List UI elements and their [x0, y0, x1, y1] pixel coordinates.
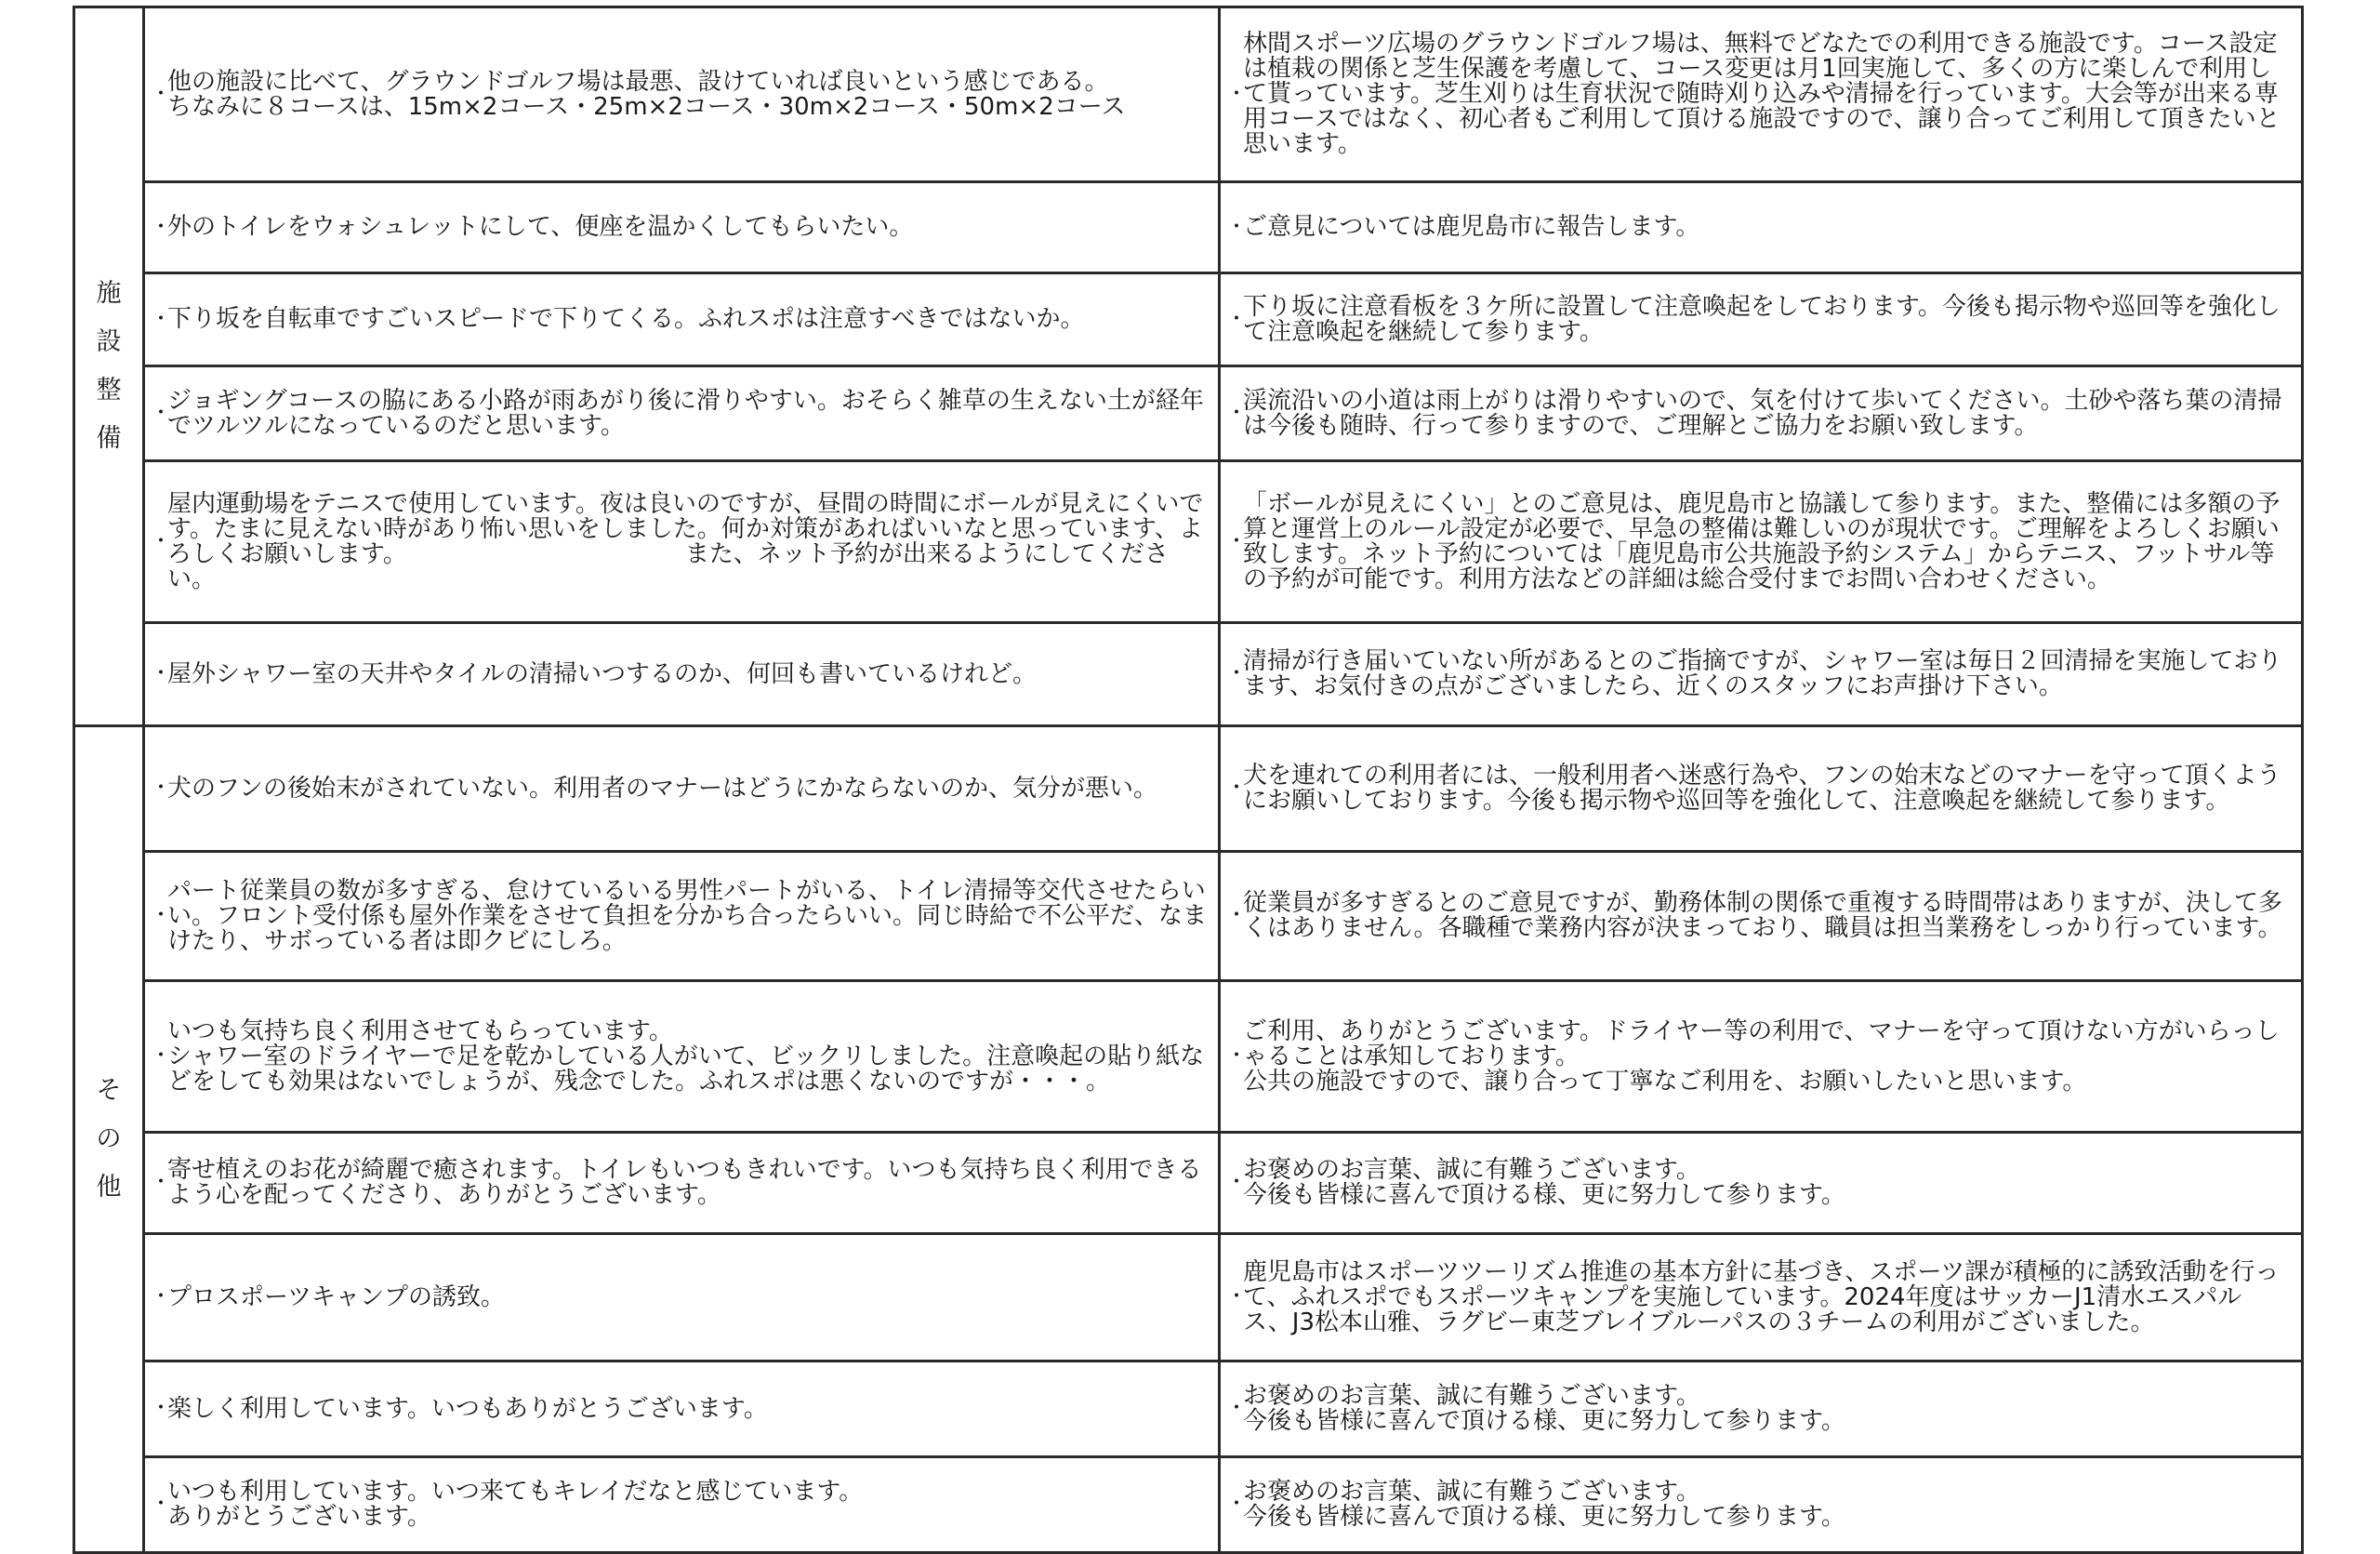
table-row	[74, 273, 2303, 366]
table-row	[74, 461, 2303, 623]
table-row	[74, 623, 2303, 726]
category-facility	[74, 7, 144, 726]
table-row	[74, 726, 2303, 852]
response-text: お褒めのお言葉、誠に有難うございます。 今後も皆様に喜んで頂ける様、更に努力して参ります。	[1243, 1478, 1845, 1531]
opinion-cell	[144, 7, 1220, 182]
response-cell	[1220, 981, 2303, 1133]
opinion-cell	[144, 1133, 1220, 1234]
response-cell	[1220, 852, 2303, 981]
table-row	[74, 1133, 2303, 1234]
bullet-mark: ・	[151, 1044, 172, 1068]
response-text: ご利用、ありがとうございます。ドライヤー等の利用で、マナーを守って頂けない方がいらっしゃることは承知しております。 公共の施設ですので、譲り合って丁寧なご利用を、お願いしたいと思います。	[1243, 1016, 2280, 1096]
table-row	[74, 1234, 2303, 1361]
bullet-mark: ・	[1226, 82, 1248, 106]
response-cell	[1220, 1457, 2303, 1553]
bullet-mark: ・	[151, 662, 172, 685]
opinion-cell	[144, 182, 1220, 273]
response-cell	[1220, 273, 2303, 366]
opinion-text: いつも気持ち良く利用させてもらっています。 シャワー室のドライヤーで足を乾かしている人がいて、ビックリしました。注意喚起の貼り紙などをしても効果はないでしょうが、残念でした。ふれスポは悪くないのですが・・・。	[167, 1016, 1205, 1096]
opinion-cell	[144, 1234, 1220, 1361]
response-text: 犬を連れての利用者には、一般利用者へ迷惑行為や、フンの始末などのマナーを守って頂くようにお願いしております。今後も掲示物や巡回等を強化して、注意喚起を継続して参ります。	[1243, 762, 2281, 815]
bullet-mark: ・	[1226, 1285, 1248, 1308]
opinion-cell	[144, 1361, 1220, 1457]
response-text: お褒めのお言葉、誠に有難うございます。 今後も皆様に喜んで頂ける様、更に努力して参ります。	[1243, 1382, 1845, 1435]
table-row	[74, 1457, 2303, 1553]
category-char: 施	[96, 279, 122, 308]
response-text: お褒めのお言葉、誠に有難うございます。 今後も皆様に喜んで頂ける様、更に努力して参ります。	[1243, 1156, 1845, 1209]
bullet-mark: ・	[151, 1285, 172, 1308]
bullet-mark: ・	[1226, 215, 1248, 239]
category-char: 他	[96, 1173, 122, 1202]
bullet-mark: ・	[1226, 1171, 1248, 1194]
opinion-text: 他の施設に比べて、グラウンドゴルフ場は最悪、設けていれば良いという感じである。 ちなみに８コースは、15m×2コース・25m×2コース・30m×2コース・50m×2コース	[167, 67, 1126, 121]
category-other	[74, 726, 144, 1553]
response-cell	[1220, 461, 2303, 623]
feedback-sheet	[73, 6, 2298, 1554]
response-text: 清掃が行き届いていない所があるとのご指摘ですが、シャワー室は毎日２回清掃を実施しております、お気付きの点がございましたら、近くのスタッフにお声掛け下さい。	[1243, 647, 2282, 700]
response-text: 従業員が多すぎるとのご意見ですが、勤務体制の関係で重複する時間帯はありますが、決して多くはありません。各職種で業務内容が決まっており、職員は担当業務をしっかり行っています。	[1243, 889, 2283, 942]
bullet-mark: ・	[1226, 1397, 1248, 1420]
response-cell	[1220, 623, 2303, 726]
opinion-text: 下り坂を自転車ですごいスピードで下りてくる。ふれスポは注意すべきではないか。	[167, 305, 1085, 333]
bullet-mark: ・	[1226, 1493, 1248, 1516]
bullet-mark: ・	[151, 401, 172, 425]
table-row	[74, 981, 2303, 1133]
table-row	[74, 182, 2303, 273]
category-char: 設	[96, 327, 122, 356]
table-row	[74, 366, 2303, 461]
opinion-text: 外のトイレをウォシュレットにして、便座を温かくしてもらいたい。	[167, 213, 914, 241]
bullet-mark: ・	[151, 82, 172, 106]
opinion-text: 寄せ植えのお花が綺麗で癒されます。トイレもいつもきれいです。いつも気持ち良く利用できるよう心を配ってくださり、ありがとうございます。	[167, 1156, 1202, 1209]
opinion-text: ジョギングコースの脇にある小路が雨あがり後に滑りやすい。おそらく雑草の生えない土が経年でツルツルになっているのだと思います。	[167, 386, 1204, 440]
bullet-mark: ・	[1226, 662, 1248, 685]
response-cell	[1220, 1361, 2303, 1457]
response-text: 下り坂に注意看板を３ケ所に設置して注意喚起をしております。今後も掲示物や巡回等を強化して注意喚起を継続して参ります。	[1243, 292, 2281, 346]
opinion-text: いつも利用しています。いつ来てもキレイだなと感じています。 ありがとうございます。	[167, 1478, 864, 1531]
opinion-text: 犬のフンの後始末がされていない。利用者のマナーはどうにかならないのか、気分が悪い。	[167, 774, 1157, 803]
table-row	[74, 1361, 2303, 1457]
response-cell	[1220, 1133, 2303, 1234]
bullet-mark: ・	[1226, 307, 1248, 331]
response-cell	[1220, 182, 2303, 273]
opinion-cell	[144, 726, 1220, 852]
bullet-mark: ・	[151, 904, 172, 927]
category-char: そ	[96, 1076, 122, 1105]
opinion-cell	[144, 366, 1220, 461]
opinion-cell	[144, 852, 1220, 981]
bullet-mark: ・	[1226, 401, 1248, 425]
response-text: 林間スポーツ広場のグラウンドゴルフ場は、無料でどなたでの利用できる施設です。コース設定は植栽の関係と芝生保護を考慮して、コース変更は月1回実施して、多くの方に楽しんで利用して貰っています。芝生刈りは生育状況で随時刈り込みや清掃を行っています。大会等が出来る専用コースではなく、初心者もご利用して頂ける施設ですので、譲り合ってご利用して頂きたいと思います。	[1243, 30, 2281, 158]
category-char: 整	[96, 376, 122, 405]
response-text: ご意見については鹿児島市に報告します。	[1243, 213, 1700, 241]
opinion-cell	[144, 623, 1220, 726]
opinion-text: 屋外シャワー室の天井やタイルの清掃いつするのか、何回も書いているけれど。	[167, 659, 1037, 688]
response-cell	[1220, 7, 2303, 182]
bullet-mark: ・	[1226, 529, 1248, 553]
response-text: 鹿児島市はスポーツツーリズム推進の基本方針に基づき、スポーツ課が積極的に誘致活動を行って、ふれスポでもスポーツキャンプを実施しています。2024年度はサッカーJ1清水エスパルス、J3松本山雅、ラグビー東芝ブレイブルーパスの３チームの利用がございました。	[1243, 1257, 2280, 1336]
feedback-table	[73, 6, 2304, 1554]
response-cell	[1220, 366, 2303, 461]
bullet-mark: ・	[1226, 904, 1248, 927]
table-row	[74, 852, 2303, 981]
opinion-cell	[144, 1457, 1220, 1553]
response-text: 渓流沿いの小道は雨上がりは滑りやすいので、気を付けて歩いてください。土砂や落ち葉の清掃は今後も随時、行って参りますので、ご理解とご協力をお願い致します。	[1243, 386, 2282, 440]
bullet-mark: ・	[151, 1397, 172, 1420]
opinion-cell	[144, 981, 1220, 1133]
bullet-mark: ・	[1226, 1044, 1248, 1068]
bullet-mark: ・	[151, 215, 172, 239]
category-char: 備	[96, 424, 122, 453]
response-cell	[1220, 726, 2303, 852]
bullet-mark: ・	[151, 777, 172, 800]
category-char: の	[96, 1124, 122, 1153]
bullet-mark: ・	[151, 307, 172, 331]
opinion-text: パート従業員の数が多すぎる、怠けているいる男性パートがいる、トイレ清掃等交代させたらいい。フロント受付係も屋外作業をさせて負担を分かち合ったらいい。同じ時給で不公平だ、なまけたり、サボっている者は即クビにしろ。	[167, 876, 1208, 955]
bullet-mark: ・	[151, 1493, 172, 1516]
bullet-mark: ・	[151, 529, 172, 553]
bullet-mark: ・	[151, 1171, 172, 1194]
table-row	[74, 7, 2303, 182]
opinion-text: 屋内運動場をテニスで使用しています。夜は良いのですが、昼間の時間にボールが見えにくいです。たまに見えない時があり怖い思いをしました。何か対策があればいいなと思っています、よろしくお願いします。 また、ネット予約が出来るようにしてください。	[167, 489, 1204, 593]
response-text: 「ボールが見えにくい」とのご意見は、鹿児島市と協議して参ります。また、整備には多額の予算と運営上のルール設定が必要で、早急の整備は難しいのが現状です。ご理解をよろしくお願い致します。ネット予約については「鹿児島市公共施設予約システム」からテニス、フットサル等の予約が可能です。利用方法などの詳細は総合受付までお問い合わせください。	[1243, 489, 2281, 593]
opinion-text: プロスポーツキャンプの誘致。	[167, 1282, 505, 1311]
opinion-cell	[144, 461, 1220, 623]
response-cell	[1220, 1234, 2303, 1361]
opinion-text: 楽しく利用しています。いつもありがとうございます。	[167, 1394, 768, 1423]
opinion-cell	[144, 273, 1220, 366]
bullet-mark: ・	[1226, 777, 1248, 800]
